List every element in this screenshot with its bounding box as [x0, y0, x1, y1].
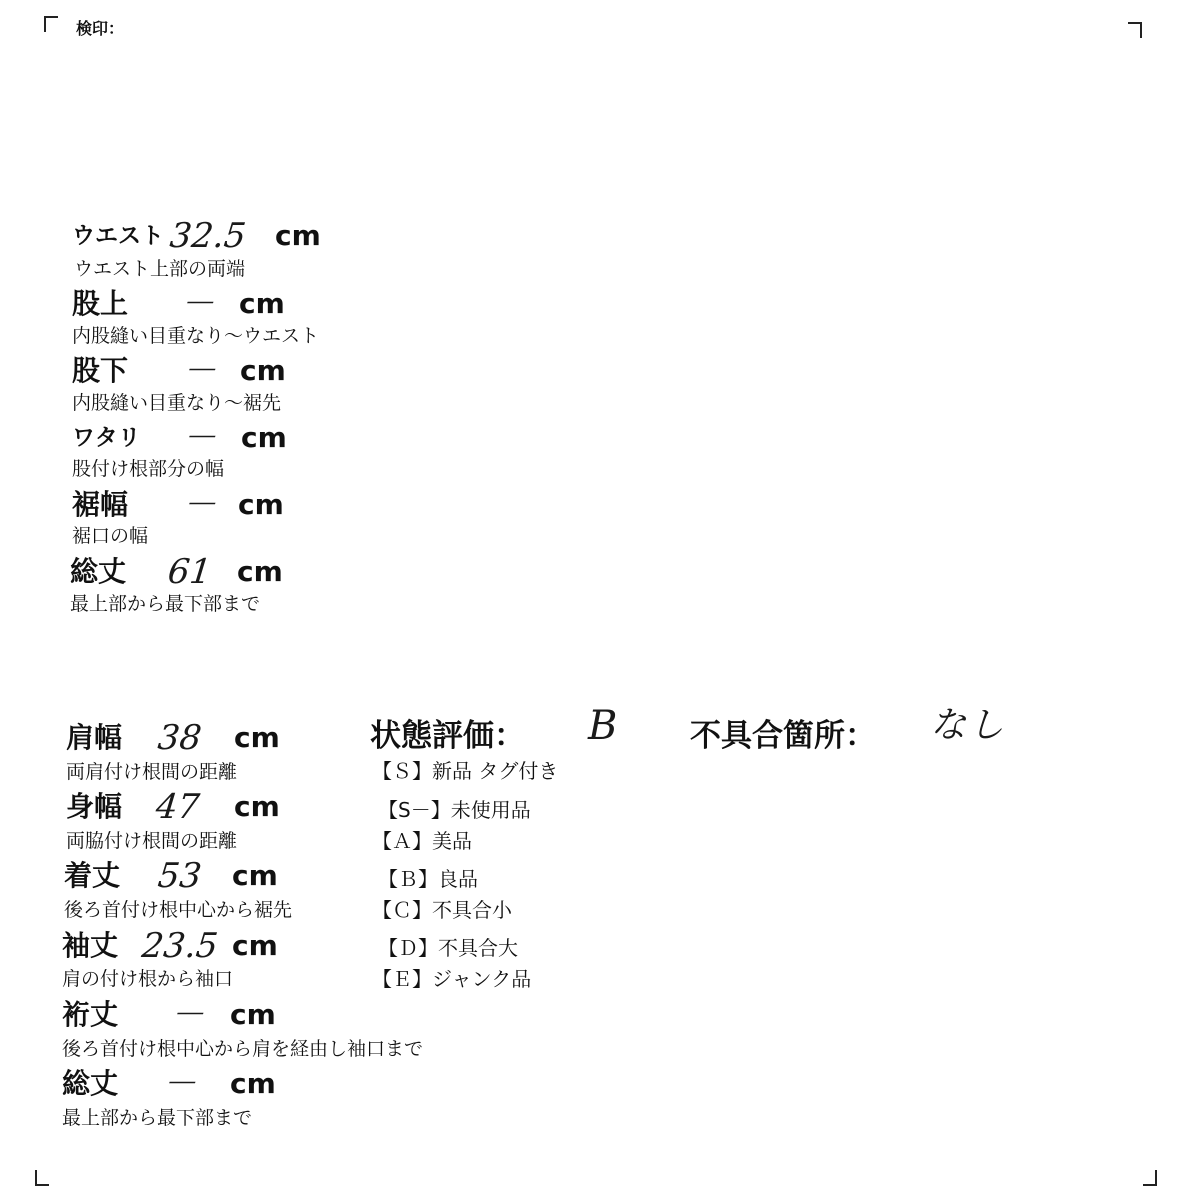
condition-value: B [588, 703, 618, 749]
tops-total-length-label: 総丈 [62, 1067, 119, 1100]
crop-mark-bottom-right [1143, 1170, 1157, 1186]
sleeve-length-unit: cm [232, 929, 278, 962]
waist-value: 32.5 [167, 216, 248, 256]
thigh-label: ワタリ [72, 425, 141, 451]
body-width-unit: cm [234, 790, 280, 823]
body-width-row [66, 787, 366, 827]
grade-e: 【Ｅ】ジャンク品 [372, 967, 532, 991]
thigh-row [72, 418, 372, 458]
shoulder-width-row [66, 718, 366, 758]
tops-total-length-value: － [159, 1064, 199, 1104]
shoulder-width-desc: 両肩付け根間の距離 [66, 761, 238, 783]
rise-label: 股上 [72, 287, 129, 320]
waist-label: ウエスト [72, 223, 164, 249]
thigh-unit: cm [241, 421, 287, 454]
rise-row [72, 284, 372, 324]
body-width-value: 47 [153, 787, 202, 827]
length-label: 着丈 [64, 859, 121, 892]
tops-total-length-desc: 最上部から最下部まで [62, 1107, 253, 1129]
waist-unit: cm [275, 219, 321, 252]
sleeve-length-desc: 肩の付け根から袖口 [62, 968, 234, 990]
shoulder-width-value: 38 [155, 718, 204, 758]
sleeve-length-row [62, 926, 362, 966]
defects-heading: 不具合箇所： [690, 718, 876, 754]
bottoms-total-length-value: 61 [165, 552, 214, 592]
grade-s: 【Ｓ】新品 タグ付き [372, 759, 559, 783]
body-width-label: 身幅 [66, 790, 123, 823]
grade-s-minus: 【S－】未使用品 [378, 798, 531, 822]
yuki-length-value: － [167, 995, 207, 1035]
hem-width-value: － [179, 485, 219, 525]
length-row [64, 856, 364, 896]
thigh-value: － [179, 418, 219, 458]
yuki-length-label: 裄丈 [62, 998, 119, 1031]
bottoms-total-length-unit: cm [237, 555, 283, 588]
body-width-desc: 両脇付け根間の距離 [66, 830, 238, 852]
hem-width-unit: cm [238, 488, 284, 521]
grade-b: 【Ｂ】良品 [378, 867, 478, 891]
yuki-length-unit: cm [230, 998, 276, 1031]
inseam-label: 股下 [72, 354, 129, 387]
crop-mark-top-right [1128, 22, 1142, 38]
grade-c: 【Ｃ】不具合小 [372, 898, 512, 922]
length-desc: 後ろ首付け根中心から裾先 [64, 899, 293, 921]
length-unit: cm [232, 859, 278, 892]
crop-mark-top-left [44, 16, 58, 32]
tops-total-length-row [62, 1064, 362, 1104]
hem-width-label: 裾幅 [72, 488, 129, 521]
rise-value: － [177, 284, 217, 324]
inseam-value: － [179, 351, 219, 391]
inseam-unit: cm [240, 354, 286, 387]
crop-mark-bottom-left [35, 1170, 49, 1186]
bottoms-total-length-row [70, 552, 370, 592]
tops-total-length-unit: cm [230, 1067, 276, 1100]
bottoms-total-length-desc: 最上部から最下部まで [70, 593, 261, 615]
thigh-desc: 股付け根部分の幅 [72, 458, 225, 480]
shoulder-width-label: 肩幅 [66, 721, 123, 754]
yuki-length-desc: 後ろ首付け根中心から肩を経由し袖口まで [62, 1038, 424, 1060]
bottoms-total-length-label: 総丈 [70, 555, 127, 588]
inseam-row [72, 351, 372, 391]
sleeve-length-label: 袖丈 [62, 929, 119, 962]
length-value: 53 [155, 856, 204, 896]
sleeve-length-value: 23.5 [139, 926, 220, 966]
yuki-length-row [62, 995, 362, 1035]
defects-value: なし [930, 705, 1007, 746]
hem-width-row [72, 485, 372, 525]
grade-a: 【Ａ】美品 [372, 829, 472, 853]
inseam-desc: 内股縫い目重なり～裾先 [72, 392, 282, 414]
shoulder-width-unit: cm [234, 721, 280, 754]
hem-width-desc: 裾口の幅 [72, 525, 149, 547]
waist-desc: ウエスト上部の両端 [74, 258, 246, 280]
grade-d: 【Ｄ】不具合大 [378, 936, 518, 960]
rise-desc: 内股縫い目重なり～ウエスト [72, 325, 320, 347]
condition-heading: 状態評価： [370, 718, 525, 754]
inspection-stamp-label: 検印： [76, 19, 125, 38]
rise-unit: cm [239, 287, 285, 320]
waist-row [72, 216, 372, 256]
